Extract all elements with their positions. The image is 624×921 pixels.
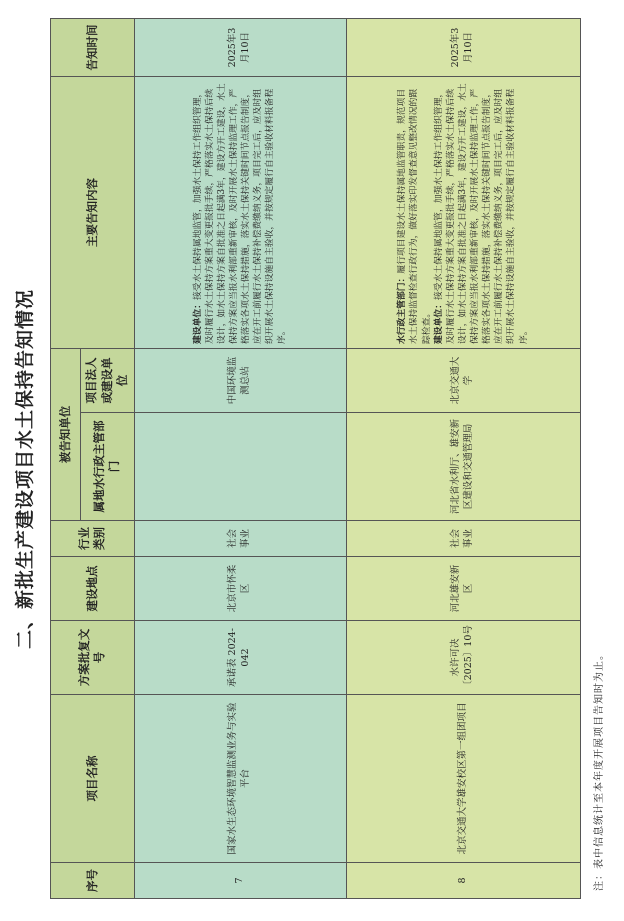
table-row [346,19,580,899]
table-row [134,19,346,899]
notification-table [50,18,581,899]
cell-industry: 社会事业 [346,521,580,557]
header-content: 主要告知内容 [51,77,135,349]
cell-project-name: 国家水生态环境智慧监测业务与实验平台 [134,695,346,863]
cell-content [346,77,580,349]
cell-content [134,77,346,349]
header-seq: 序号 [51,863,135,899]
header-approval-no: 方案批复文号 [51,621,135,695]
header-notified-units: 被告知单位 [51,349,81,521]
cell-time: 2025年3月10日 [346,19,580,77]
cell-time: 2025年3月10日 [134,19,346,77]
cell-local-authority [134,413,346,521]
content-text: 接受水土保持属地监管，加强水土保持工作组织管理，及时履行水土保持方案重大变更报批手续，严格落实水土保持后续设计，如水土保持方案自批准之日起满3年，建设方开工建设，水土保持方案应当报水利部重新审核，及时开展水土保持监理工作，严格落实各项水土保持措施，落实水土保持关键时间节点报告制度，应在开工前履行水土保持补偿费缴纳义务，项目完工后，应及时组织开展水土保持设施自主验收，并按规定履行自主验收材料报备程序。 [192,83,288,344]
cell-legal-entity: 中国环境监测总站 [134,349,346,413]
content-label: 水行政主管部门： [397,273,408,344]
cell-approval-no: 承诺表 2024-042 [134,621,346,695]
cell-local-authority: 河北省水利厅、雄安新区建设和交通管理局 [346,413,580,521]
cell-approval-no: 水许可决〔2025〕10号 [346,621,580,695]
footnote: 注：表中信息统计至本年度开展项目告知时为止。 [594,649,605,891]
cell-industry: 社会事业 [134,521,346,557]
header-location: 建设地点 [51,557,135,621]
cell-project-name: 北京交通大学雄安校区第一组团项目 [346,695,580,863]
cell-seq: 8 [346,863,580,899]
content-text: 履行项目建设水土保持属地监管职责，规范项目水土保持监督检查行政行为，做好落实印发督查意见整改情况的跟踪检查。 [397,88,432,344]
header-time: 告知时间 [51,19,135,77]
page-title: 二、新批生产建设项目水土保持告知情况 [14,289,36,650]
cell-seq: 7 [134,863,346,899]
header-project-name: 项目名称 [51,695,135,863]
cell-legal-entity: 北京交通大学 [346,349,580,413]
content-label: 建设单位： [192,300,203,344]
header-industry: 行业类别 [51,521,135,557]
cell-location: 北京市怀柔区 [134,557,346,621]
content-text: 接受水土保持属地监管，加强水土保持工作组织管理，及时履行水土保持方案重大变更报批手续，严格落实水土保持后续设计，如水土保持方案自批准之日起满3年，建设方开工建设，水土保持方案应当报水利部重新审核，及时开展水土保持监理工作，严格落实各项水土保持措施，落实水土保持关键时间节点报告制度，应在开工前履行水土保持补偿费缴纳义务，项目完工后，应及时组织开展水土保持设施自主验收，并按规定履行自主验收材料报备程序。 [433,83,529,344]
cell-location: 河北雄安新区 [346,557,580,621]
header-local-authority: 属地水行政主管部门 [81,413,135,521]
content-label: 建设单位： [433,300,444,344]
header-legal-entity: 项目法人或建设单位 [81,349,135,413]
